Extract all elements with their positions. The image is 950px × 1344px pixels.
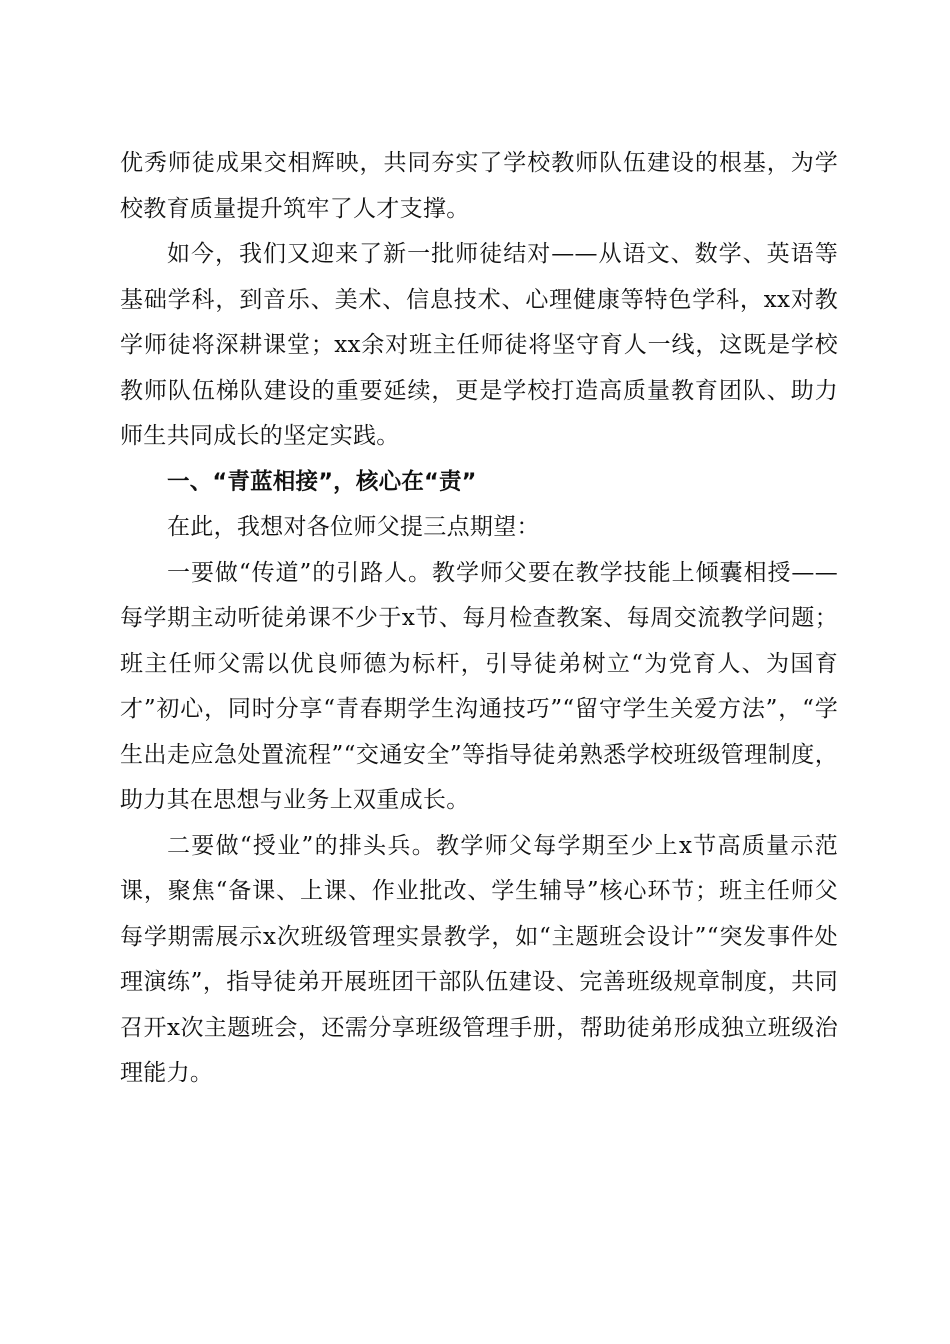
paragraph-new-pairs: 如今，我们又迎来了新一批师徒结对——从语文、数学、英语等基础学科，到音乐、美术、信息技术、心理健康等特色学科，xx对教学师徒将深耕课堂；xx余对班主任师徒将坚守育人一线，这既是学校教师队伍梯队建设的重要延续，更是学校打造高质量教育团队、助力师生共同成长的坚定实践。 xyxy=(120,241,838,449)
paragraph-expectations-intro: 在此，我想对各位师父提三点期望： xyxy=(167,514,540,540)
document-page xyxy=(120,141,838,1097)
paragraph-continuation: 优秀师徒成果交相辉映，共同夯实了学校教师队伍建设的根基，为学校教育质量提升筑牢了人才支撑。 xyxy=(120,150,838,222)
paragraph-expectation-1: 一要做“传道”的引路人。教学师父要在教学技能上倾囊相授——每学期主动听徒弟课不少于x节、每月检查教案、每周交流教学问题；班主任师父需以优良师德为标杆，引导徒弟树立“为党育人、为国育才”初心，同时分享“青春期学生沟通技巧”“留守学生关爱方法”，“学生出走应急处置流程”“交通安全”等指导徒弟熟悉学校班级管理制度，助力其在思想与业务上双重成长。 xyxy=(120,559,838,813)
section-heading-1: 一、“青蓝相接”，核心在“责” xyxy=(167,468,477,495)
paragraph-expectation-2: 二要做“授业”的排头兵。教学师父每学期至少上x节高质量示范课，聚焦“备课、上课、作业批改、学生辅导”核心环节；班主任师父每学期需展示x次班级管理实景教学，如“主题班会设计”“突发事件处理演练”，指导徒弟开展班团干部队伍建设、完善班级规章制度，共同召开x次主题班会，还需分享班级管理手册，帮助徒弟形成独立班级治理能力。 xyxy=(120,832,838,1086)
